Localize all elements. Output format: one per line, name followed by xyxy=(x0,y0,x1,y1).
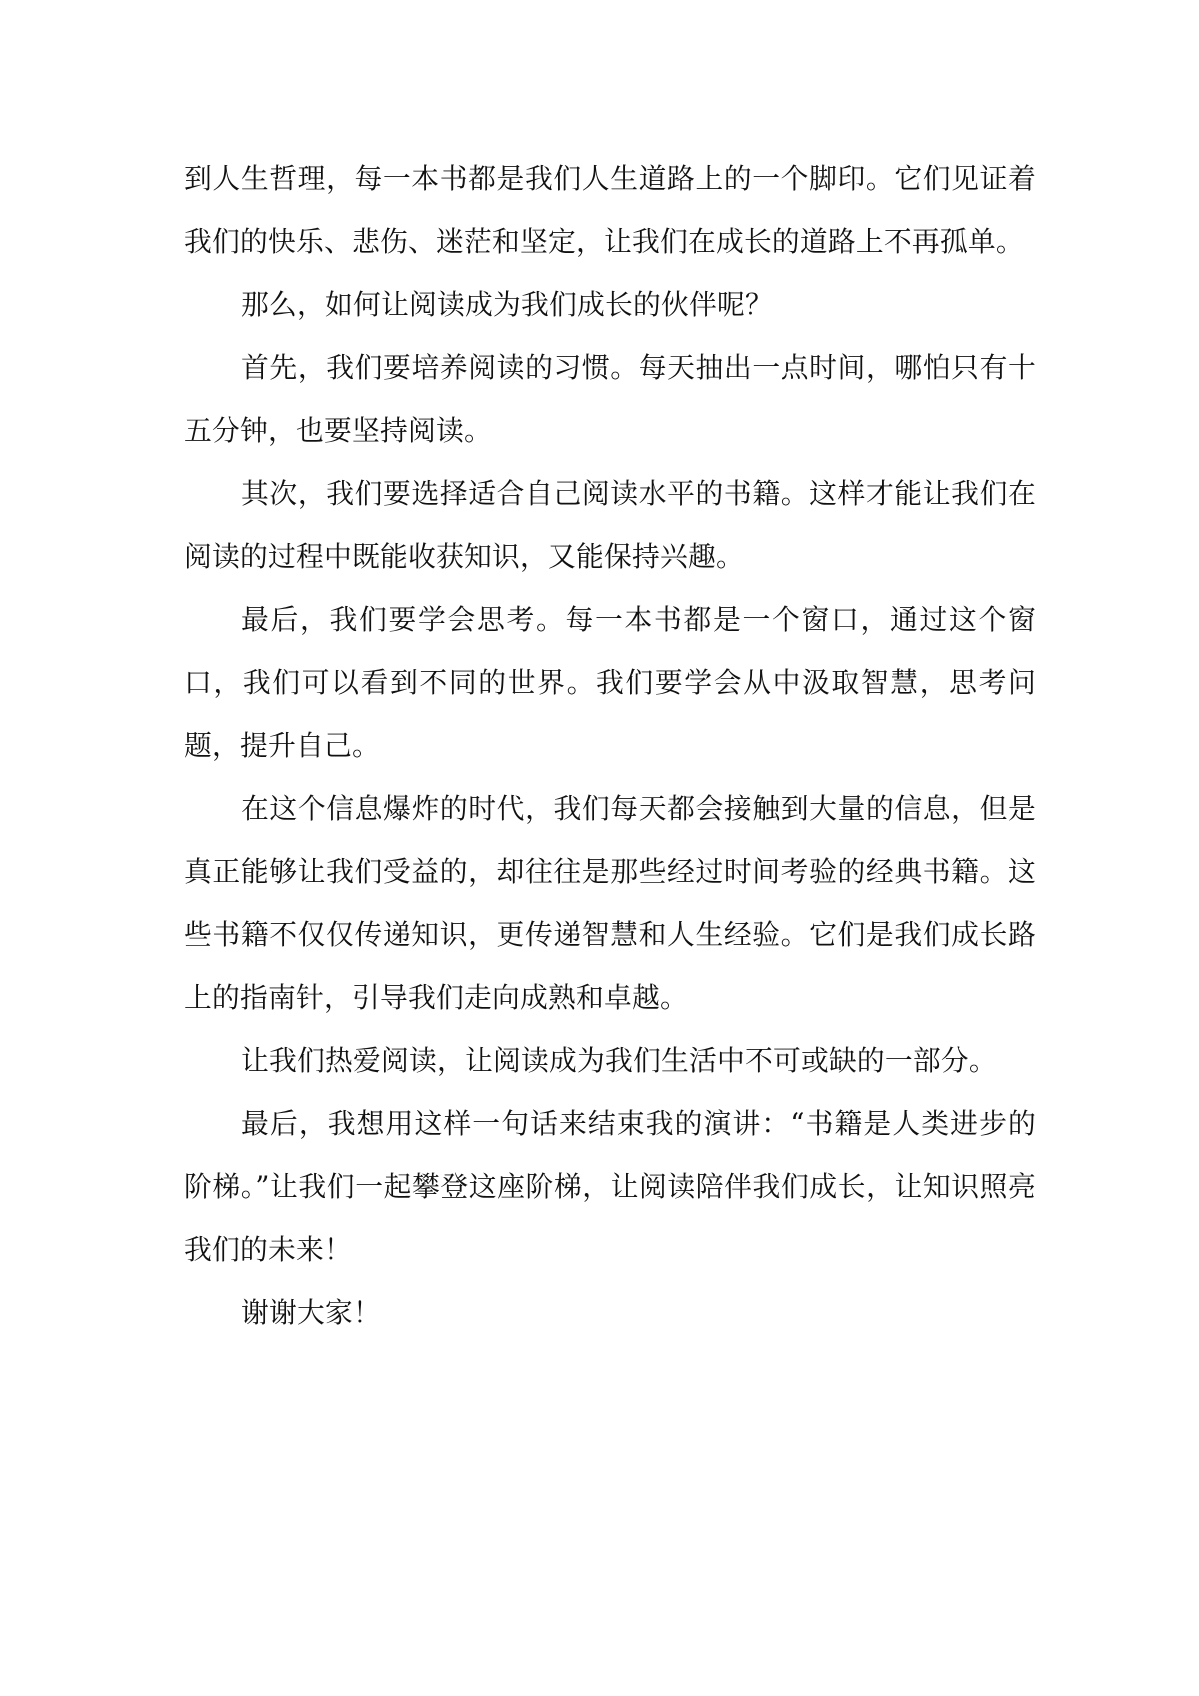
paragraph-closing-quote: 最后，我想用这样一句话来结束我的演讲：“书籍是人类进步的阶梯。”让我们一起攀登这座阶梯，让阅读陪伴我们成长，让知识照亮我们的未来！ xyxy=(184,1107,1036,1266)
paragraph-love-reading: 让我们热爱阅读，让阅读成为我们生活中不可或缺的一部分。 xyxy=(241,1044,997,1077)
paragraph-thanks: 谢谢大家！ xyxy=(241,1296,381,1329)
paragraph-question: 那么，如何让阅读成为我们成长的伙伴呢？ xyxy=(241,288,773,321)
paragraph-information-era: 在这个信息爆炸的时代，我们每天都会接触到大量的信息，但是真正能够让我们受益的，却往往是那些经过时间考验的经典书籍。这些书籍不仅仅传递知识，更传递智慧和人生经验。它们是我们成长路上的指南针，引导我们走向成熟和卓越。 xyxy=(184,792,1036,1014)
paragraph-last-point: 最后，我们要学会思考。每一本书都是一个窗口，通过这个窗口，我们可以看到不同的世界。我们要学会从中汲取智慧，思考问题，提升自己。 xyxy=(184,603,1036,762)
paragraph-first: 首先，我们要培养阅读的习惯。每天抽出一点时间，哪怕只有十五分钟，也要坚持阅读。 xyxy=(184,351,1036,447)
paragraph-second: 其次，我们要选择适合自己阅读水平的书籍。这样才能让我们在阅读的过程中既能收获知识，又能保持兴趣。 xyxy=(184,477,1036,573)
paragraph-continuation: 到人生哲理，每一本书都是我们人生道路上的一个脚印。它们见证着我们的快乐、悲伤、迷茫和坚定，让我们在成长的道路上不再孤单。 xyxy=(184,162,1036,258)
document-body xyxy=(184,147,1036,1344)
